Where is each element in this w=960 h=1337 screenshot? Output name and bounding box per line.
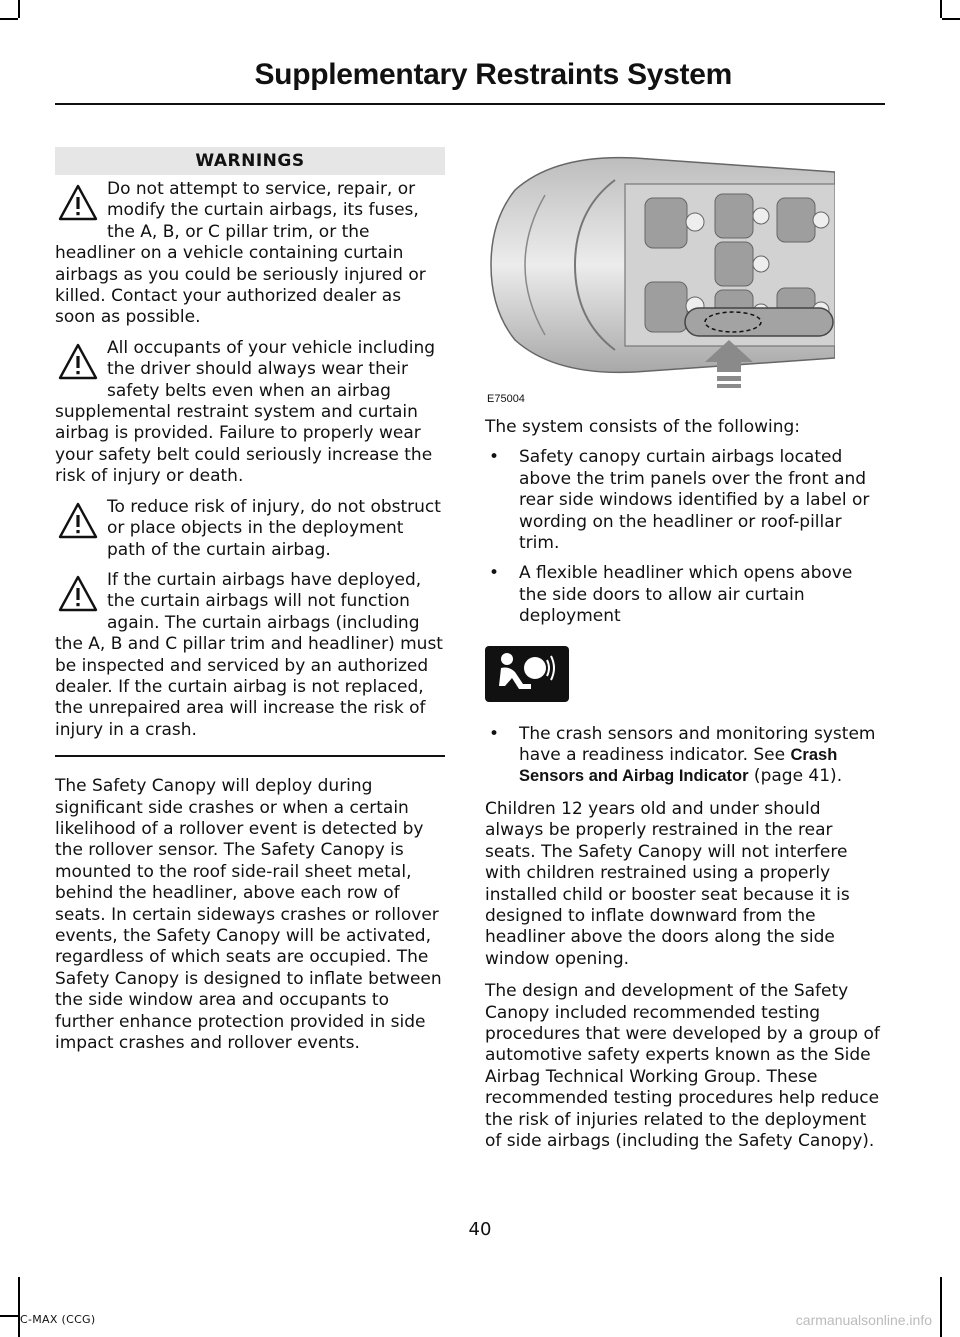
- bullet-dot: •: [489, 723, 500, 744]
- vehicle-top-view-illustration: [485, 150, 835, 405]
- right-column: [485, 150, 880, 1152]
- warning-block: [55, 570, 445, 741]
- warnings-end-rule: [55, 755, 445, 757]
- crop-mark: [18, 0, 20, 18]
- bullet-item: [485, 563, 880, 627]
- crop-mark: [0, 1315, 18, 1317]
- warning-triangle-icon: [57, 342, 99, 382]
- bullet-text: The crash sensors and monitoring system have a readiness indicator. See: [519, 723, 876, 766]
- intro-text: The system consists of the following:: [485, 417, 801, 437]
- cross-reference-link[interactable]: Crash Sensors and Airbag Indicator: [519, 746, 838, 786]
- page-reference: (page 41).: [748, 766, 843, 787]
- bullet-text: A flexible headliner which opens above the side doors to allow air curtain deployment: [519, 563, 853, 627]
- figure-code: E75004: [487, 393, 525, 405]
- warning-text: If the curtain airbags have deployed, the curtain airbags will not function again. The curtain airbags (including the A, B and C pillar trim and headliner) must be inspected and serviced by an authorized dealer. If the curtain airbag is not replaced, the unrepaired area will increase the risk of injury in a crash.: [55, 569, 443, 740]
- left-column: [55, 147, 445, 1054]
- warnings-title: WARNINGS: [55, 147, 445, 175]
- warning-text: Do not attempt to service, repair, or modify the curtain airbags, its fuses, the A, B, or C pillar trim, or the headliner on a vehicle containing curtain airbags as you could be seriously injured or killed. Contact your authorized dealer as soon as possible.: [55, 179, 426, 328]
- warning-text: All occupants of your vehicle including the driver should always wear their safety belts even when an airbag supplemental restraint system and curtain airbag is provided. Failure to properly wear your safety belt could seriously increase the risk of injury or death.: [55, 337, 436, 487]
- body-paragraph: Children 12 years old and under should always be properly restrained in the rear seats. The Safety Canopy will not interfere with children restrained using a properly installed child or booster seat because it is designed to inflate downward from the headliner above the doors along the side window opening.: [485, 798, 850, 969]
- airbag-indicator-icon: [485, 646, 569, 702]
- vehicle-airbag-figure: [485, 150, 835, 405]
- warning-block: [55, 338, 445, 488]
- warning-triangle-icon: [57, 183, 99, 223]
- page-number: 40: [468, 1219, 492, 1240]
- warning-text: To reduce risk of injury, do not obstruct or place objects in the deployment path of the curtain airbag.: [107, 496, 441, 560]
- warning-triangle-icon: [57, 574, 99, 614]
- footer-model: C-MAX (CCG): [20, 1313, 96, 1326]
- body-paragraph: The design and development of the Safety Canopy included recommended testing procedures that were developed by a group of automotive safety experts known as the Side Airbag Technical Working Group. These recommended testing procedures help reduce the risk of injuries related to the deployment of side airbags (including the Safety Canopy).: [485, 981, 880, 1151]
- bullet-text: Safety canopy curtain airbags located above the trim panels over the front and rear side windows identified by a label or wording on the headliner or roof-pillar trim.: [519, 447, 870, 554]
- bullet-item: [485, 724, 880, 788]
- body-paragraph: The Safety Canopy will deploy during significant side crashes or when a certain likelihood of a rollover event is detected by the rollover sensor. The Safety Canopy is mounted to the roof side-rail sheet metal, behind the headliner, above each row of seats. In certain sideways crashes or rollover events, the Safety Canopy will be activated, regardless of which seats are occupied. The Safety Canopy is designed to inflate between the side window area and occupants to further enhance protection provided in side impact crashes and rollover events.: [55, 776, 442, 1054]
- crop-mark: [0, 18, 18, 20]
- airbag-pictogram-icon: [485, 646, 569, 702]
- warning-block: [55, 497, 445, 561]
- warning-triangle-icon: [57, 501, 99, 541]
- crop-mark: [942, 18, 960, 20]
- crop-mark: [18, 1277, 20, 1337]
- bullet-dot: •: [489, 447, 500, 468]
- page-title: Supplementary Restraints System: [254, 58, 732, 91]
- watermark: carmanualsonline.info: [795, 1312, 932, 1328]
- crop-mark: [940, 0, 942, 18]
- crop-mark: [940, 1277, 942, 1337]
- header-rule: [55, 103, 885, 105]
- bullet-item: [485, 447, 880, 554]
- bullet-dot: •: [489, 563, 500, 584]
- warning-block: [55, 179, 445, 329]
